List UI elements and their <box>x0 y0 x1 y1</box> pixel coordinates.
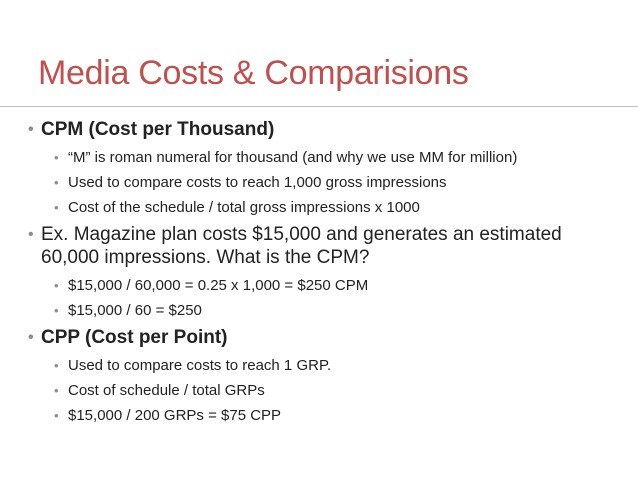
bullet-text: CPP (Cost per Point) <box>41 327 228 348</box>
sub-bullet-cpm-m-meaning <box>28 148 618 167</box>
bullet-icon: • <box>54 383 59 398</box>
bullet-icon: • <box>54 278 59 293</box>
bullet-cpm-heading <box>28 118 618 141</box>
bullet-icon: • <box>54 408 59 423</box>
sub-bullet-cpp-formula <box>28 381 618 400</box>
sub-bullet-text: Cost of schedule / total GRPs <box>68 382 265 399</box>
bullet-icon: • <box>28 121 34 138</box>
slide-body <box>28 118 618 431</box>
sub-bullet-cpm-usage <box>28 173 618 192</box>
sub-bullet-example-calc-1 <box>28 276 618 295</box>
bullet-cpp-heading <box>28 326 618 349</box>
sub-bullet-text: Used to compare costs to reach 1,000 gross impressions <box>68 174 447 191</box>
sub-bullet-cpm-formula <box>28 198 618 217</box>
slide-title: Media Costs & Comparisions <box>38 54 469 92</box>
sub-bullet-cpp-usage <box>28 356 618 375</box>
sub-bullet-text: Cost of the schedule / total gross impressions x 1000 <box>68 199 420 216</box>
sub-bullet-text: $15,000 / 60,000 = 0.25 x 1,000 = $250 CPM <box>68 277 369 294</box>
sub-bullet-cpp-example <box>28 406 618 425</box>
bullet-icon: • <box>28 329 34 346</box>
title-divider <box>0 106 638 107</box>
sub-bullet-text: $15,000 / 60 = $250 <box>68 302 202 319</box>
sub-bullet-text: $15,000 / 200 GRPs = $75 CPP <box>68 407 282 424</box>
sub-bullet-text: Used to compare costs to reach 1 GRP. <box>68 357 332 374</box>
bullet-icon: • <box>54 358 59 373</box>
bullet-icon: • <box>54 150 59 165</box>
bullet-icon: • <box>54 200 59 215</box>
sub-bullet-example-calc-2 <box>28 301 618 320</box>
bullet-text: Ex. Magazine plan costs $15,000 and generates an estimated 60,000 impressions. What is the CPM? <box>41 224 562 268</box>
bullet-icon: • <box>28 226 34 243</box>
bullet-icon: • <box>54 303 59 318</box>
sub-bullet-text: “M” is roman numeral for thousand (and why we use MM for million) <box>68 149 518 166</box>
bullet-text: CPM (Cost per Thousand) <box>41 119 275 140</box>
bullet-icon: • <box>54 175 59 190</box>
bullet-example-heading <box>28 223 618 269</box>
